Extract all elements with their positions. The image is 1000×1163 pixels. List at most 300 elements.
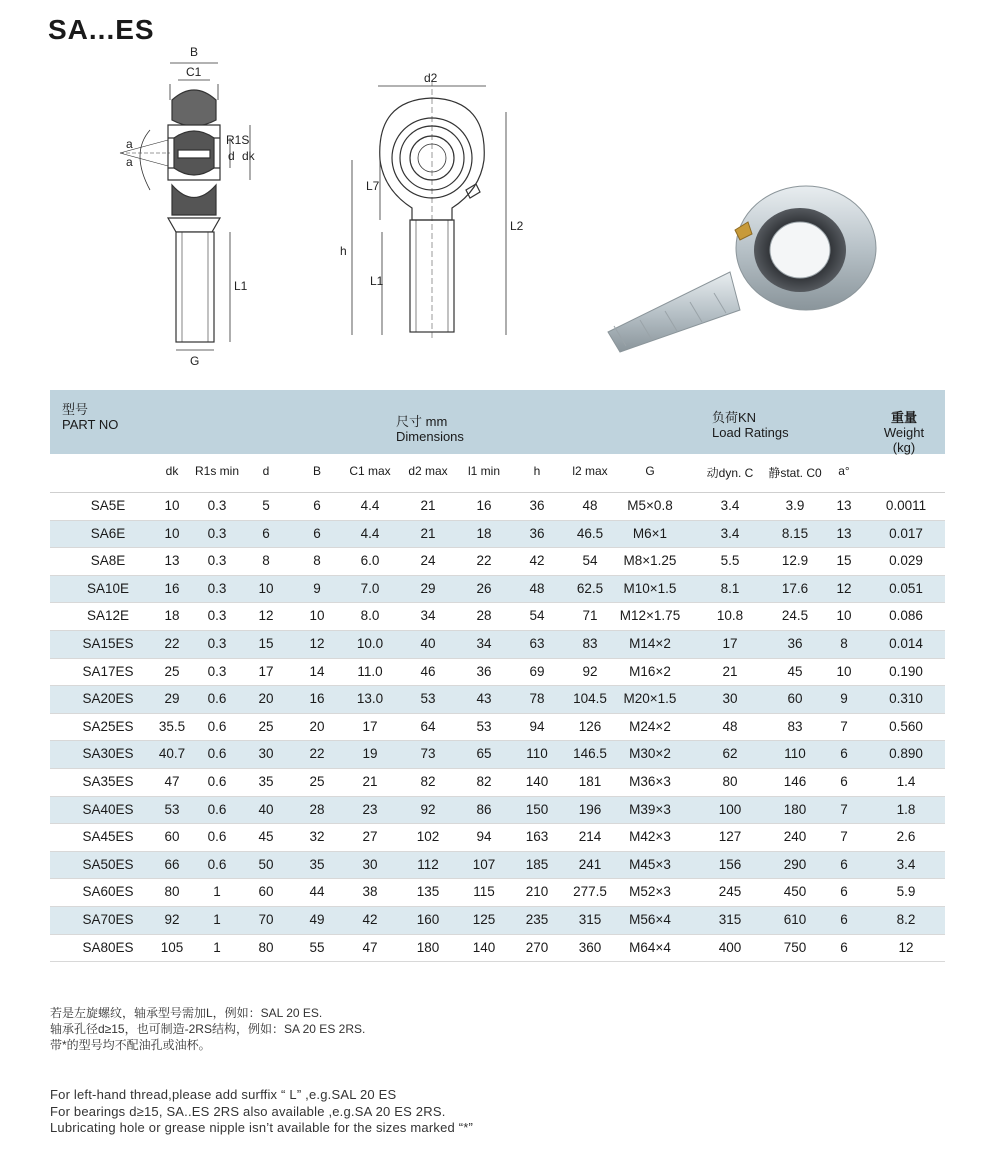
table-cell: 46.5: [576, 525, 604, 541]
table-cell: 140: [472, 939, 496, 955]
table-cell: 20: [258, 691, 274, 707]
table-cell: 1: [213, 939, 221, 955]
col-h: h: [533, 464, 541, 478]
table-cell: 185: [525, 856, 549, 872]
table-cell: 15: [836, 553, 852, 569]
table-cell: 54: [529, 608, 545, 624]
table-cell: 13: [836, 525, 852, 541]
table-cell: 6: [840, 773, 848, 789]
table-cell: 22: [309, 746, 325, 762]
table-cell: 315: [578, 911, 602, 927]
table-cell: 17: [362, 718, 378, 734]
table-cell: 10: [836, 663, 852, 679]
table-cell: 160: [416, 911, 440, 927]
part-number-cell: SA20ES: [82, 691, 134, 707]
table-cell: 112: [417, 856, 439, 872]
table-cell: 60: [787, 691, 803, 707]
table-cell: 70: [258, 911, 274, 927]
header-weight-cn: 重量: [890, 410, 917, 425]
table-cell: M64×4: [629, 939, 671, 955]
table-cell: 34: [476, 635, 492, 651]
table-cell: 277.5: [573, 884, 607, 900]
table-cell: 3.4: [720, 525, 740, 541]
table-cell: 0.6: [207, 801, 227, 817]
table-cell: M12×1.75: [619, 608, 681, 624]
table-cell: 16: [164, 580, 180, 596]
front-label-h: h: [340, 244, 347, 258]
table-cell: 16: [476, 498, 492, 513]
table-cell: 63: [529, 635, 545, 651]
table-cell: 82: [476, 773, 492, 789]
table-cell: 10: [309, 608, 325, 624]
header-model-cn: 型号: [62, 402, 89, 417]
table-row: [50, 852, 945, 880]
table-cell: M5×0.8: [627, 498, 673, 513]
table-cell: M52×3: [629, 884, 671, 900]
part-number-cell: SA17ES: [82, 663, 134, 679]
column-headers: [50, 454, 945, 493]
table-cell: 38: [362, 884, 378, 900]
table-cell: 0.190: [889, 663, 923, 679]
table-cell: 0.017: [889, 525, 923, 541]
table-cell: 55: [309, 939, 325, 955]
table-cell: 3.9: [785, 498, 805, 513]
table-cell: 30: [362, 856, 378, 872]
table-cell: 0.051: [889, 580, 923, 596]
table-cell: 43: [476, 691, 492, 707]
table-cell: 13.0: [356, 691, 384, 707]
table-cell: 360: [578, 939, 602, 955]
note-en-line: Lubricating hole or grease nipple isn’t available for the sizes marked “*”: [50, 1120, 474, 1135]
table-cell: 8: [840, 635, 848, 651]
table-cell: 42: [529, 553, 545, 569]
table-cell: 50: [258, 856, 274, 872]
table-cell: 0.029: [889, 553, 923, 569]
table-cell: 10: [164, 498, 180, 513]
header-dimensions: [396, 414, 464, 444]
table-cell: M56×4: [629, 911, 671, 927]
table-cell: 6: [840, 884, 848, 900]
table-row: [50, 521, 945, 549]
table-row: [50, 769, 945, 797]
table-cell: M42×3: [629, 829, 671, 845]
table-cell: 82: [420, 773, 436, 789]
table-cell: 290: [783, 856, 807, 872]
table-cell: 7: [840, 829, 848, 845]
table-row: [50, 576, 945, 604]
front-label-L2: L2: [510, 219, 524, 233]
header-weight-unit: (kg): [892, 440, 916, 455]
header-dim-en: Dimensions: [396, 429, 464, 444]
table-cell: 92: [420, 801, 436, 817]
table-cell: 36: [787, 635, 803, 651]
table-cell: 40.7: [158, 746, 186, 762]
header-model-en: PART NO: [62, 417, 119, 432]
part-number-cell: SA40ES: [82, 801, 134, 817]
notes-chinese: [50, 1005, 365, 1053]
table-cell: 64: [420, 718, 436, 734]
table-cell: 2.6: [896, 829, 916, 845]
table-cell: 110: [784, 746, 806, 762]
table-header-band: [50, 390, 945, 454]
table-cell: 78: [529, 691, 545, 707]
table-row: [50, 714, 945, 742]
table-cell: 1.4: [896, 773, 916, 789]
table-cell: 6: [840, 746, 848, 762]
table-cell: M10×1.5: [623, 580, 677, 596]
table-cell: 6: [840, 856, 848, 872]
table-cell: M6×1: [632, 525, 668, 541]
table-cell: 86: [476, 801, 492, 817]
table-cell: 146.5: [573, 746, 607, 762]
table-cell: 21: [420, 525, 436, 541]
table-cell: 22: [164, 635, 180, 651]
table-cell: 7.0: [360, 580, 380, 596]
col-d: d: [262, 464, 270, 478]
table-cell: 0.6: [207, 856, 227, 872]
table-cell: 107: [472, 856, 496, 872]
table-cell: 12: [309, 635, 325, 651]
table-cell: M24×2: [629, 718, 671, 734]
table-cell: 19: [362, 746, 378, 762]
table-cell: 13: [164, 553, 180, 569]
col-g: G: [645, 464, 655, 478]
note-cn-line: 带*的型号均不配油孔或油杯。: [50, 1038, 211, 1052]
side-view-drawing: [120, 63, 250, 350]
table-cell: 105: [160, 939, 184, 955]
table-cell: 28: [476, 608, 492, 624]
table-cell: 6: [313, 525, 321, 541]
table-cell: 163: [525, 829, 549, 845]
table-cell: 0.310: [889, 691, 923, 707]
table-cell: 0.560: [889, 718, 923, 734]
table-cell: 210: [525, 884, 549, 900]
front-view-drawing: [352, 80, 506, 340]
side-label-a2: a: [126, 155, 133, 169]
table-cell: 54: [582, 553, 598, 569]
part-number-cell: SA70ES: [82, 911, 134, 927]
side-label-G: G: [190, 354, 200, 368]
table-cell: 42: [362, 911, 378, 927]
table-cell: 0.3: [207, 635, 227, 651]
table-cell: 34: [420, 608, 436, 624]
table-cell: 4.4: [360, 525, 380, 541]
table-cell: 3.4: [720, 498, 740, 513]
table-cell: 44: [309, 884, 325, 900]
table-cell: M36×3: [629, 773, 671, 789]
col-l1: l1 min: [467, 464, 500, 478]
table-cell: 36: [476, 663, 492, 679]
part-number-cell: SA50ES: [82, 856, 134, 872]
table-cell: 8: [313, 553, 321, 569]
table-cell: 48: [582, 498, 598, 513]
table-cell: 40: [258, 801, 274, 817]
table-cell: 0.3: [207, 553, 227, 569]
table-cell: 181: [578, 773, 602, 789]
table-cell: 6: [262, 525, 270, 541]
table-cell: 0.3: [207, 498, 227, 513]
table-row: [50, 603, 945, 631]
col-r1s: R1s min: [195, 464, 240, 478]
table-cell: 49: [309, 911, 325, 927]
table-cell: 40: [420, 635, 436, 651]
table-row: [50, 631, 945, 659]
table-cell: 241: [578, 856, 602, 872]
table-cell: 60: [258, 884, 274, 900]
table-cell: 7: [840, 718, 848, 734]
table-cell: 0.6: [207, 829, 227, 845]
table-row: [50, 797, 945, 825]
table-cell: 245: [718, 884, 742, 900]
table-cell: 6: [313, 498, 321, 513]
table-cell: M8×1.25: [623, 553, 677, 569]
technical-drawings: [0, 40, 1000, 380]
table-cell: M20×1.5: [623, 691, 677, 707]
table-cell: 150: [525, 801, 549, 817]
table-cell: 0.6: [207, 718, 227, 734]
table-cell: 0.6: [207, 773, 227, 789]
table-cell: 27: [362, 829, 378, 845]
col-dyn-c: 动dyn. C: [706, 466, 754, 480]
header-weight-en: Weight: [883, 425, 925, 440]
table-cell: 65: [476, 746, 492, 762]
table-cell: 24: [420, 553, 436, 569]
table-cell: 35: [258, 773, 274, 789]
table-cell: 10: [258, 580, 274, 596]
table-row: [50, 824, 945, 852]
table-cell: 6: [840, 911, 848, 927]
table-cell: 25: [258, 718, 274, 734]
table-cell: 610: [783, 911, 807, 927]
table-cell: M39×3: [629, 801, 671, 817]
table-row: [50, 935, 945, 963]
table-cell: 10: [164, 525, 180, 541]
table-cell: 71: [582, 608, 598, 624]
side-label-C1: C1: [186, 65, 202, 79]
col-l2: l2 max: [572, 464, 608, 478]
col-stat-c0: 静stat. C0: [768, 466, 822, 480]
table-cell: 12: [898, 939, 914, 955]
table-cell: 12: [258, 608, 274, 624]
table-cell: 92: [164, 911, 180, 927]
side-label-B: B: [190, 45, 199, 59]
table-cell: 18: [476, 525, 492, 541]
part-number-cell: SA35ES: [82, 773, 134, 789]
table-cell: 35: [309, 856, 325, 872]
header-load-en: Load Ratings: [712, 425, 789, 440]
table-cell: 20: [309, 718, 325, 734]
table-cell: 5.9: [896, 884, 916, 900]
table-cell: 10.8: [716, 608, 744, 624]
table-cell: 53: [476, 718, 492, 734]
table-cell: 30: [722, 691, 738, 707]
part-number-cell: SA10E: [86, 580, 130, 596]
col-angle: a°: [838, 464, 850, 478]
table-cell: 0.3: [207, 663, 227, 679]
table-cell: 6: [840, 939, 848, 955]
product-photo: [608, 186, 876, 352]
part-number-cell: SA12E: [86, 608, 130, 624]
table-cell: 235: [525, 911, 549, 927]
table-cell: 146: [783, 773, 807, 789]
part-number-cell: SA60ES: [82, 884, 134, 900]
table-body: [50, 493, 945, 962]
table-cell: 0.890: [889, 746, 923, 762]
part-number-cell: SA5E: [90, 498, 126, 513]
table-cell: 0.6: [207, 691, 227, 707]
part-number-cell: SA45ES: [82, 829, 134, 845]
table-cell: 53: [420, 691, 436, 707]
header-dim-cn: 尺寸 mm: [396, 414, 448, 429]
table-cell: 16: [309, 691, 325, 707]
table-cell: 9: [313, 580, 321, 596]
table-cell: 46: [420, 663, 436, 679]
table-cell: 60: [164, 829, 180, 845]
table-cell: 110: [526, 746, 548, 762]
note-cn-line: 轴承孔径d≥15，也可制造-2RS结构，例如：SA 20 ES 2RS.: [50, 1022, 366, 1036]
table-cell: 32: [309, 829, 325, 845]
table-cell: 94: [476, 829, 492, 845]
table-cell: 8.1: [720, 580, 740, 596]
header-load-ratings: [712, 410, 789, 440]
table-cell: 104.5: [573, 691, 607, 707]
front-label-L1: L1: [370, 274, 384, 288]
table-cell: 25: [309, 773, 325, 789]
table-cell: 21: [420, 498, 436, 513]
specification-table: [50, 390, 945, 962]
table-cell: 62: [722, 746, 738, 762]
table-cell: 80: [164, 884, 180, 900]
table-cell: 10: [836, 608, 852, 624]
header-load-cn: 负荷KN: [712, 410, 757, 425]
table-cell: 0.086: [889, 608, 923, 624]
table-cell: 180: [783, 801, 807, 817]
table-cell: 3.4: [896, 856, 916, 872]
table-cell: 25: [164, 663, 180, 679]
table-cell: 14: [309, 663, 325, 679]
col-d2: d2 max: [408, 464, 448, 478]
table-cell: 8.15: [781, 525, 809, 541]
part-number-cell: SA25ES: [82, 718, 134, 734]
table-cell: 315: [718, 911, 742, 927]
table-row: [50, 548, 945, 576]
table-cell: 156: [718, 856, 742, 872]
table-cell: 8.0: [360, 608, 380, 624]
header-weight: [870, 410, 938, 455]
side-label-L1: L1: [234, 279, 248, 293]
table-cell: 140: [525, 773, 549, 789]
table-cell: 26: [476, 580, 492, 596]
table-cell: 83: [787, 718, 803, 734]
note-en-line: For bearings d≥15, SA..ES 2RS also available ,e.g.SA 20 ES 2RS.: [50, 1103, 446, 1119]
table-row: [50, 907, 945, 935]
table-cell: 36: [529, 525, 545, 541]
table-cell: 36: [529, 498, 545, 513]
side-label-a1: a: [126, 137, 133, 151]
table-cell: 35.5: [158, 718, 186, 734]
table-cell: 15: [258, 635, 274, 651]
notes-english: [50, 1087, 473, 1137]
table-cell: 22: [476, 553, 492, 569]
table-cell: 69: [529, 663, 545, 679]
table-row: [50, 659, 945, 687]
table-cell: 17: [722, 635, 738, 651]
table-cell: 0.3: [207, 580, 227, 596]
table-cell: 17.6: [781, 580, 809, 596]
note-en-line: For left-hand thread,please add surffix “ L” ,e.g.SAL 20 ES: [50, 1087, 397, 1102]
table-row: [50, 686, 945, 714]
table-cell: 80: [722, 773, 738, 789]
table-cell: 8: [262, 553, 270, 569]
table-cell: 45: [258, 829, 274, 845]
side-label-dk: dk: [242, 149, 255, 163]
table-cell: 7: [840, 801, 848, 817]
note-cn-line: 若是左旋螺纹，轴承型号需加L，例如：SAL 20 ES.: [50, 1006, 323, 1020]
table-cell: M14×2: [629, 635, 671, 651]
table-cell: 10.0: [356, 635, 384, 651]
table-cell: 126: [578, 718, 602, 734]
table-cell: 196: [578, 801, 602, 817]
table-cell: 48: [722, 718, 738, 734]
table-cell: 0.014: [889, 635, 923, 651]
table-cell: 24.5: [781, 608, 809, 624]
table-cell: 73: [420, 746, 436, 762]
table-cell: 127: [718, 829, 742, 845]
table-cell: 214: [578, 829, 602, 845]
table-cell: 1.8: [896, 801, 916, 817]
table-cell: 66: [164, 856, 180, 872]
side-label-d: d: [228, 149, 235, 163]
table-cell: 21: [722, 663, 738, 679]
table-cell: 240: [783, 829, 807, 845]
table-row: [50, 493, 945, 521]
table-cell: 0.0011: [885, 498, 927, 513]
table-cell: 29: [164, 691, 180, 707]
table-cell: M30×2: [629, 746, 671, 762]
page-title: SA...ES: [48, 14, 155, 45]
table-cell: 115: [473, 884, 495, 900]
table-cell: 135: [416, 884, 440, 900]
part-number-cell: SA6E: [90, 525, 126, 541]
table-cell: M16×2: [629, 663, 671, 679]
table-cell: M45×3: [629, 856, 671, 872]
table-cell: 28: [309, 801, 325, 817]
part-number-cell: SA30ES: [82, 746, 134, 762]
table-cell: 5: [262, 498, 270, 513]
table-cell: 83: [582, 635, 598, 651]
table-cell: 17: [258, 663, 274, 679]
header-model: [62, 402, 118, 432]
table-cell: 5.5: [720, 553, 740, 569]
table-cell: 750: [783, 939, 807, 955]
table-cell: 100: [718, 801, 742, 817]
table-cell: 47: [362, 939, 378, 955]
table-cell: 13: [836, 498, 852, 513]
table-cell: 18: [164, 608, 180, 624]
col-c1: C1 max: [349, 464, 391, 478]
table-cell: 180: [416, 939, 440, 955]
table-cell: 102: [416, 829, 440, 845]
front-label-d2: d2: [424, 71, 438, 85]
table-cell: 48: [529, 580, 545, 596]
table-cell: 270: [525, 939, 549, 955]
table-cell: 1: [213, 884, 221, 900]
table-cell: 1: [213, 911, 221, 927]
table-row: [50, 879, 945, 907]
table-cell: 9: [840, 691, 848, 707]
table-cell: 0.6: [207, 746, 227, 762]
table-cell: 0.3: [207, 608, 227, 624]
